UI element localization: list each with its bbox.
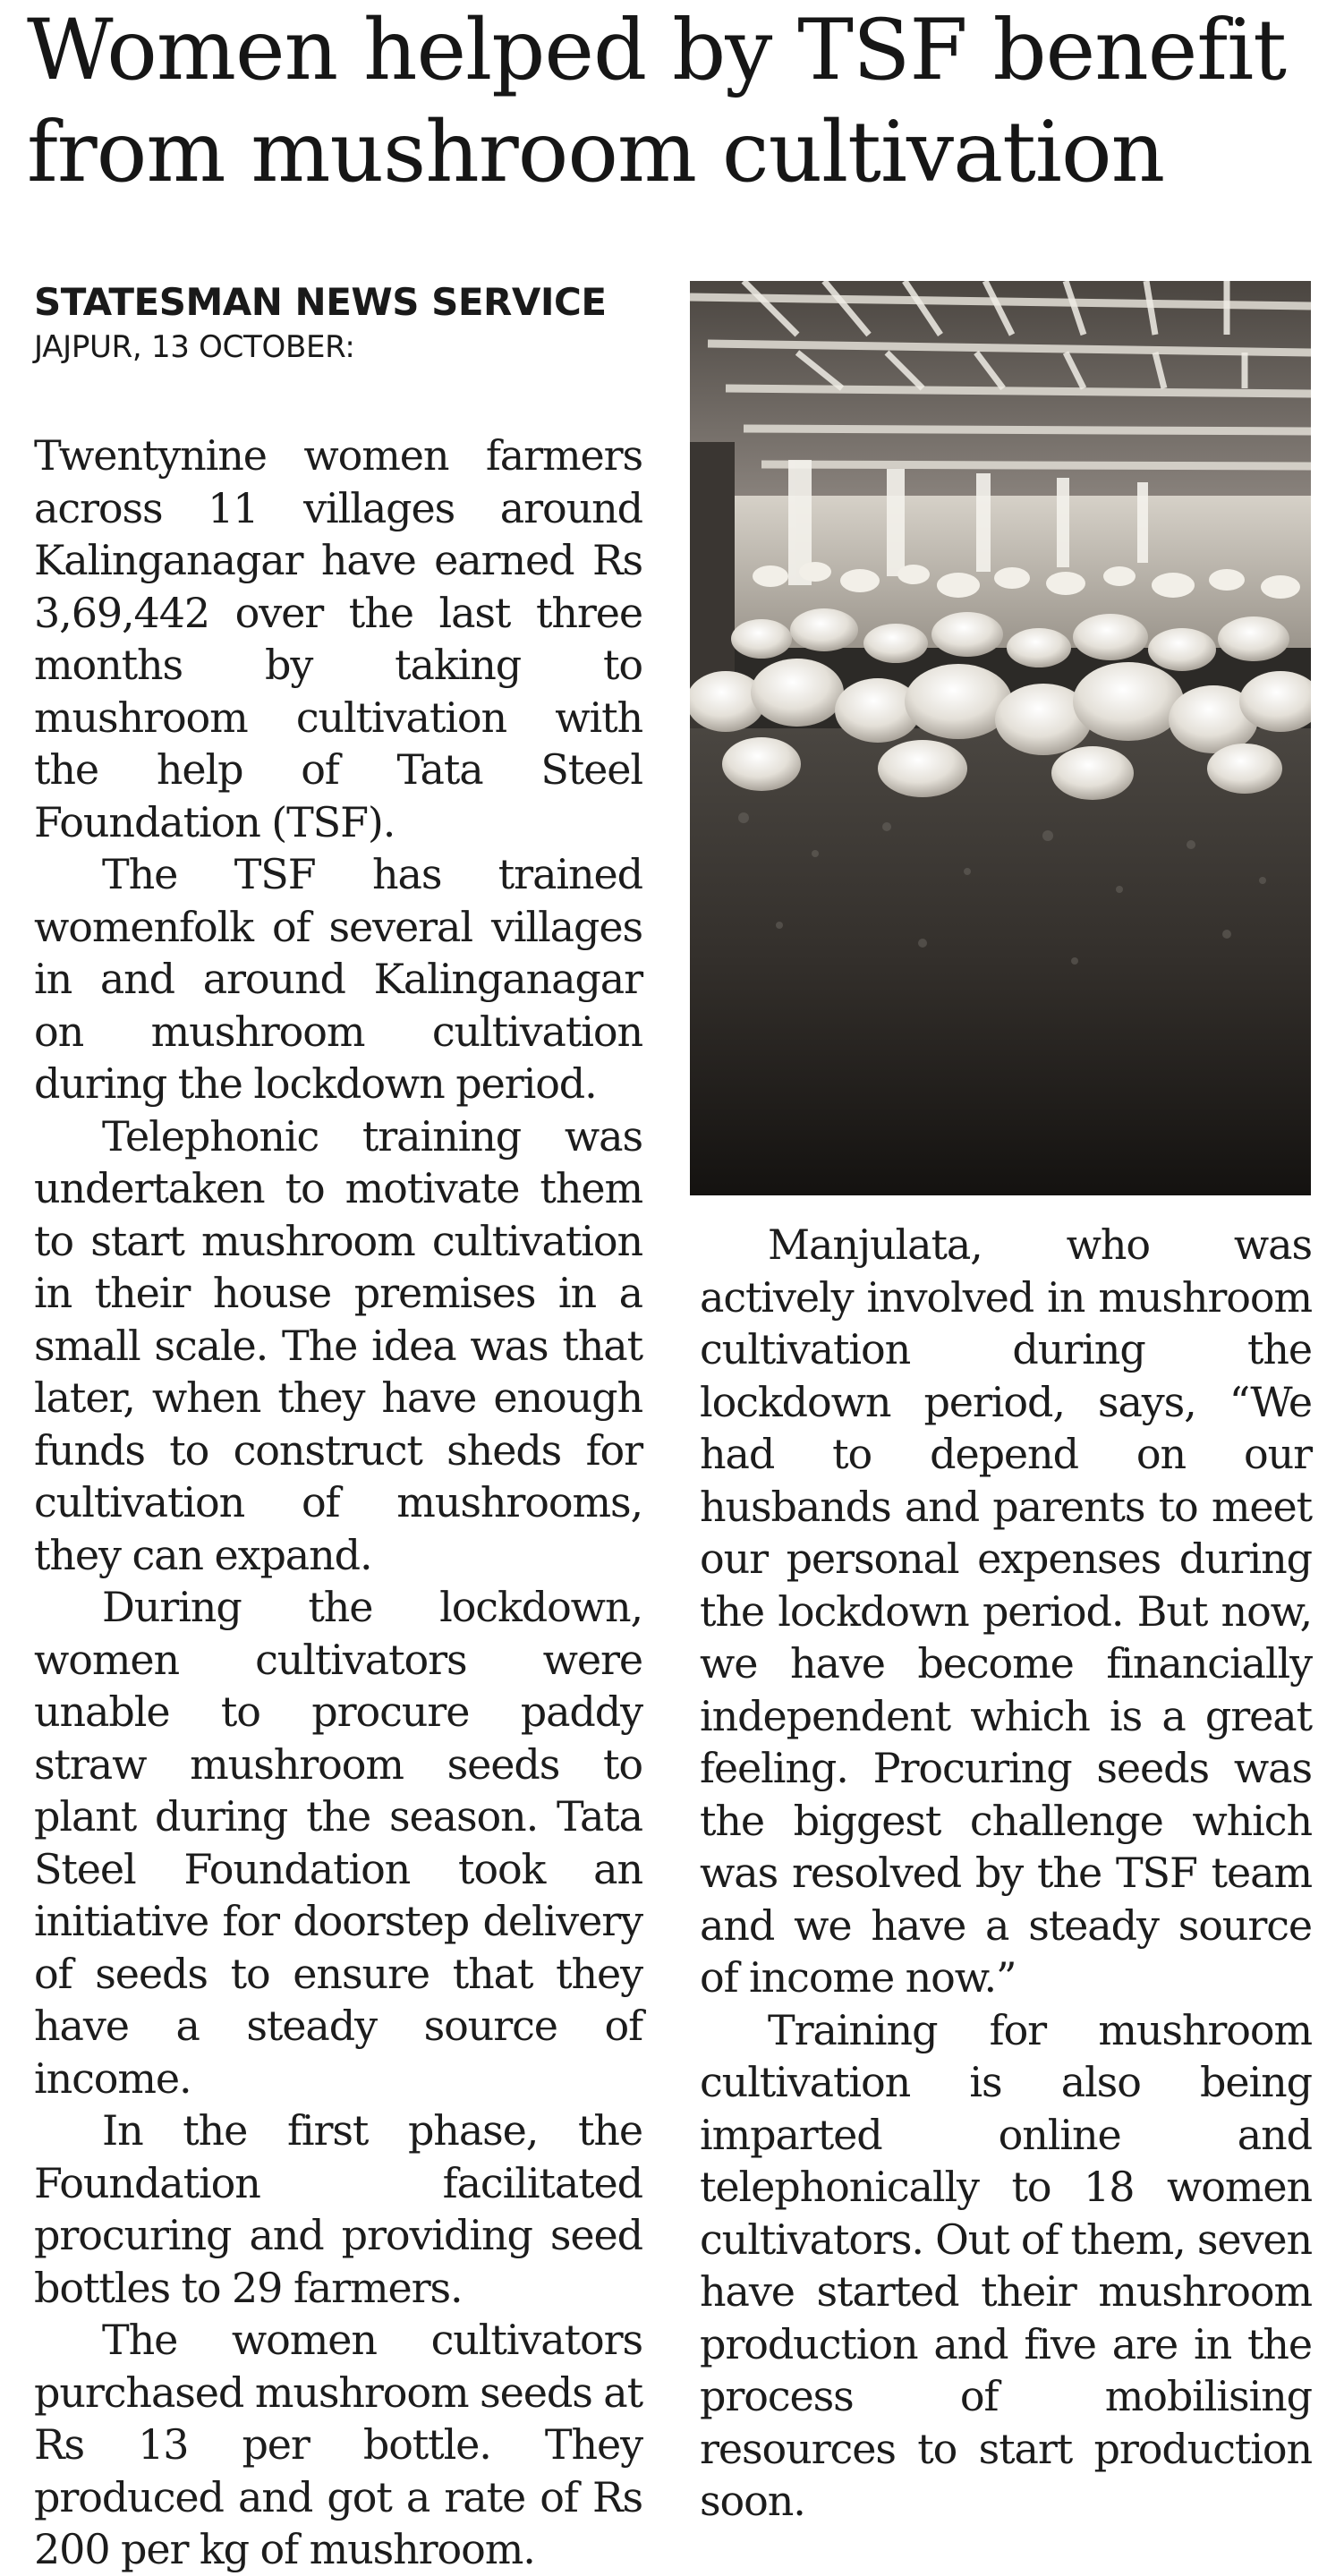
byline: STATESMAN NEWS SERVICE xyxy=(34,280,607,324)
paragraph: In the first phase, the Foundation facilitated procuring and providing seed bottles to 29 farmers. xyxy=(34,2106,642,2312)
paragraph: Twentynine women farmers across 11 villages around Kalinganagar have earned Rs 3,69,442 over the last three months by taking to mushroom cultivation with the help of Tata Steel Foundation (TSF). xyxy=(34,431,642,846)
dateline: JAJPUR, 13 OCTOBER: xyxy=(34,329,355,365)
mushroom-farm-photo xyxy=(690,281,1311,1195)
article-column-left xyxy=(34,429,642,2576)
paragraph: Telephonic training was undertaken to motivate them to start mushroom cultivation in their house premises in a small scale. The idea was that later, when they have enough funds to construct sheds for cultivation of mushrooms, they can expand. xyxy=(34,1111,642,1579)
paragraph: During the lockdown, women cultivators were unable to procure paddy straw mushroom seeds to plant during the season. Tata Steel Foundation took an initiative for doorstep delivery of seeds to ensure that they have a steady source of income. xyxy=(34,1583,642,2103)
article-column-right xyxy=(700,1219,1312,2528)
paragraph: The women cultivators purchased mushroom seeds at Rs 13 per bottle. They produced and got a rate of Rs 200 per kg of mushroom. xyxy=(34,2316,642,2573)
paragraph: Training for mushroom cultivation is also being imparted online and telephonically to 18 women cultivators. Out of them, seven have started their mushroom production and five are in the process of mobilising resources to start production soon. xyxy=(700,2005,1312,2525)
paragraph: The TSF has trained womenfolk of several villages in and around Kalinganagar on mushroom cultivation during the lockdown period. xyxy=(34,850,642,1108)
headline: Women helped by TSF benefit from mushroom cultivation xyxy=(27,2,1287,201)
paragraph: Manjulata, who was actively involved in mushroom cultivation during the lockdown period, says, “We had to depend on our husbands and parents to meet our personal expenses during the lockdown period. But now, we have become financially independent which is a great feeling. Procuring seeds was the biggest challenge which was resolved by the TSF team and we have a steady source of income now.” xyxy=(700,1220,1312,2002)
dateline-block xyxy=(34,279,642,369)
